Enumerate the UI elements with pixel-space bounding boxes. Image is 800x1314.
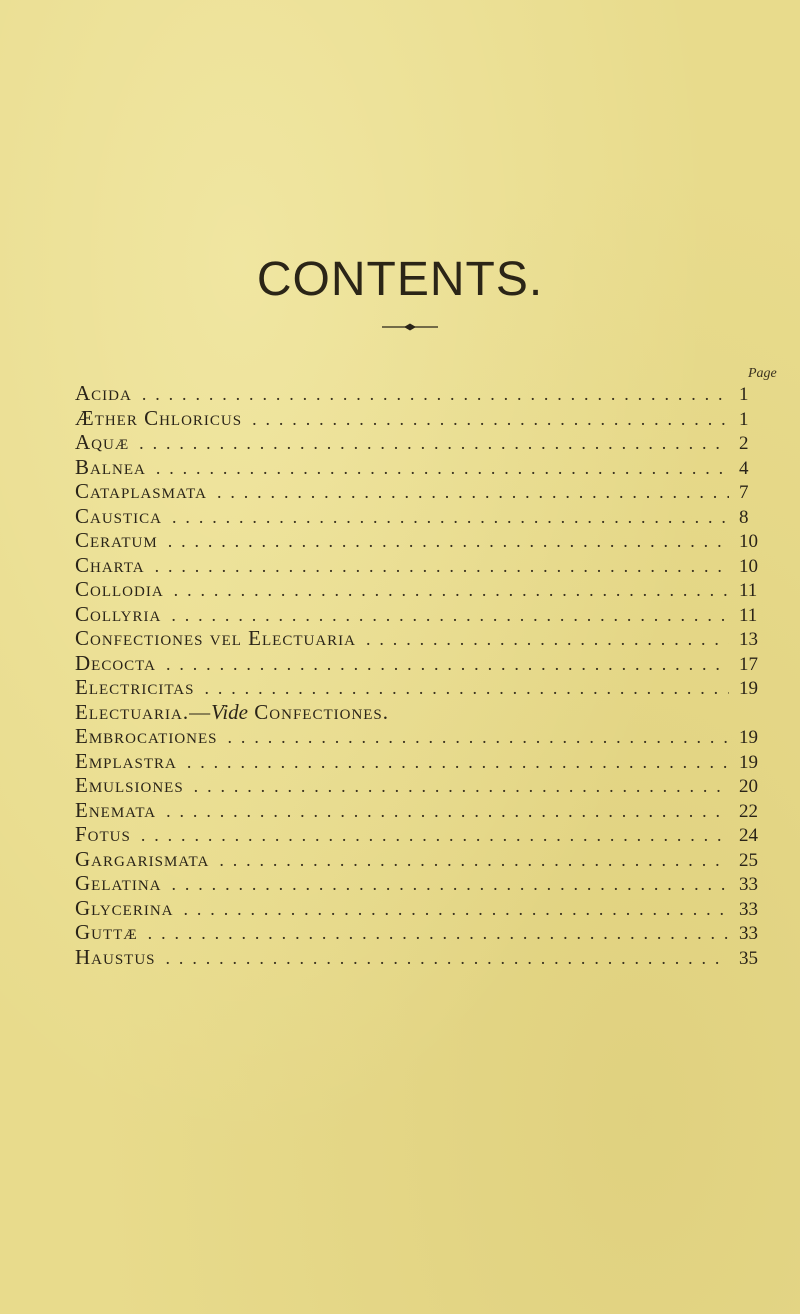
dot-leader bbox=[172, 505, 729, 530]
toc-entry bbox=[75, 749, 775, 774]
dot-leader bbox=[204, 676, 729, 701]
entry-label: Caustica bbox=[75, 503, 163, 528]
page-title: CONTENTS. bbox=[256, 253, 544, 306]
entry-page-number: 33 bbox=[739, 874, 758, 895]
contents-list bbox=[75, 381, 775, 969]
entry-label: Decocta bbox=[75, 650, 156, 675]
cross-ref-target: Confectiones. bbox=[254, 699, 390, 724]
toc-entry bbox=[75, 626, 775, 651]
entry-page-number: 19 bbox=[739, 751, 758, 773]
entry-label: Acida bbox=[75, 381, 132, 405]
toc-entry bbox=[75, 945, 775, 970]
toc-entry bbox=[75, 871, 775, 896]
entry-label: Collodia bbox=[75, 577, 164, 601]
dot-leader bbox=[171, 872, 729, 897]
dot-leader bbox=[174, 578, 729, 603]
toc-entry bbox=[75, 479, 775, 504]
entry-page-number: 19 bbox=[739, 727, 758, 748]
entry-label: Collyria bbox=[75, 601, 162, 626]
toc-entry bbox=[75, 577, 775, 602]
toc-entry bbox=[75, 381, 775, 406]
entry-label: Embrocationes bbox=[75, 724, 218, 748]
entry-label: Electricitas bbox=[75, 675, 195, 699]
entry-page-number: 33 bbox=[739, 898, 758, 920]
entry-page-number: 10 bbox=[739, 531, 758, 552]
entry-page-number: 11 bbox=[739, 604, 758, 626]
entry-page-number: 11 bbox=[739, 580, 758, 601]
entry-page-number: 35 bbox=[739, 947, 758, 969]
dot-leader bbox=[194, 774, 729, 799]
entry-label bbox=[75, 700, 389, 725]
entry-page-number: 17 bbox=[739, 653, 758, 675]
entry-label: Haustus bbox=[75, 944, 156, 969]
entry-page-number: 24 bbox=[739, 825, 758, 846]
entry-page-number: 22 bbox=[739, 800, 758, 822]
toc-entry bbox=[75, 847, 775, 872]
toc-entry bbox=[75, 553, 775, 578]
toc-entry bbox=[75, 651, 775, 676]
dot-leader bbox=[187, 750, 729, 775]
entry-page-number: 25 bbox=[739, 849, 758, 871]
entry-page-number: 19 bbox=[739, 678, 758, 699]
vide-word: Vide bbox=[211, 699, 249, 724]
toc-entry bbox=[75, 504, 775, 529]
entry-label: Cataplasmata bbox=[75, 479, 207, 503]
entry-page-number: 8 bbox=[739, 506, 749, 528]
dot-leader bbox=[156, 456, 729, 481]
entry-label: Glycerina bbox=[75, 895, 174, 920]
entry-label: Charta bbox=[75, 552, 145, 577]
entry-page-number: 4 bbox=[739, 457, 749, 479]
dot-leader bbox=[228, 725, 729, 750]
toc-cross-reference bbox=[75, 700, 775, 725]
entry-page-number: 2 bbox=[739, 433, 749, 454]
toc-entry bbox=[75, 430, 775, 455]
entry-page-number: 7 bbox=[739, 482, 749, 503]
toc-entry bbox=[75, 773, 775, 798]
toc-entry bbox=[75, 455, 775, 480]
dot-leader bbox=[168, 529, 729, 554]
entry-page-number: 33 bbox=[739, 923, 758, 944]
entry-label: Gelatina bbox=[75, 871, 162, 895]
toc-entry bbox=[75, 798, 775, 823]
dot-leader bbox=[252, 407, 729, 432]
toc-entry bbox=[75, 406, 775, 431]
dot-leader bbox=[166, 799, 729, 824]
dot-leader bbox=[366, 627, 729, 652]
entry-label: Emulsiones bbox=[75, 773, 184, 797]
toc-entry bbox=[75, 724, 775, 749]
entry-label: Æther Chloricus bbox=[75, 405, 243, 430]
entry-label: Ceratum bbox=[75, 528, 158, 552]
entry-label: Fotus bbox=[75, 822, 131, 846]
entry-page-number: 13 bbox=[739, 629, 758, 650]
dot-leader bbox=[139, 431, 729, 456]
entry-label: Gargarismata bbox=[75, 846, 210, 871]
entry-page-number: 20 bbox=[739, 776, 758, 797]
toc-entry bbox=[75, 675, 775, 700]
dot-leader bbox=[155, 554, 729, 579]
entry-label: Emplastra bbox=[75, 748, 177, 773]
toc-entry bbox=[75, 920, 775, 945]
entry-page-number: 1 bbox=[739, 384, 749, 405]
ornament-rule-icon bbox=[380, 322, 440, 332]
dot-leader bbox=[217, 480, 729, 505]
toc-entry bbox=[75, 602, 775, 627]
dot-leader bbox=[219, 848, 729, 873]
dot-leader bbox=[171, 603, 729, 628]
toc-entry bbox=[75, 822, 775, 847]
dot-leader bbox=[142, 382, 729, 407]
dot-leader bbox=[148, 921, 729, 946]
dot-leader bbox=[184, 897, 730, 922]
entry-label: Enemata bbox=[75, 797, 157, 822]
toc-entry bbox=[75, 896, 775, 921]
entry-page-number: 1 bbox=[739, 408, 749, 430]
entry-page-number: 10 bbox=[739, 555, 758, 577]
cross-ref-term: Electuaria.— bbox=[75, 699, 212, 724]
page-column-label: Page bbox=[748, 366, 777, 381]
toc-entry bbox=[75, 528, 775, 553]
entry-label: Confectiones vel Electuaria bbox=[75, 626, 356, 650]
dot-leader bbox=[141, 823, 729, 848]
entry-label: Guttæ bbox=[75, 920, 138, 944]
entry-label: Balnea bbox=[75, 454, 146, 479]
dot-leader bbox=[166, 652, 729, 677]
entry-label: Aquæ bbox=[75, 430, 130, 454]
dot-leader bbox=[166, 946, 729, 971]
